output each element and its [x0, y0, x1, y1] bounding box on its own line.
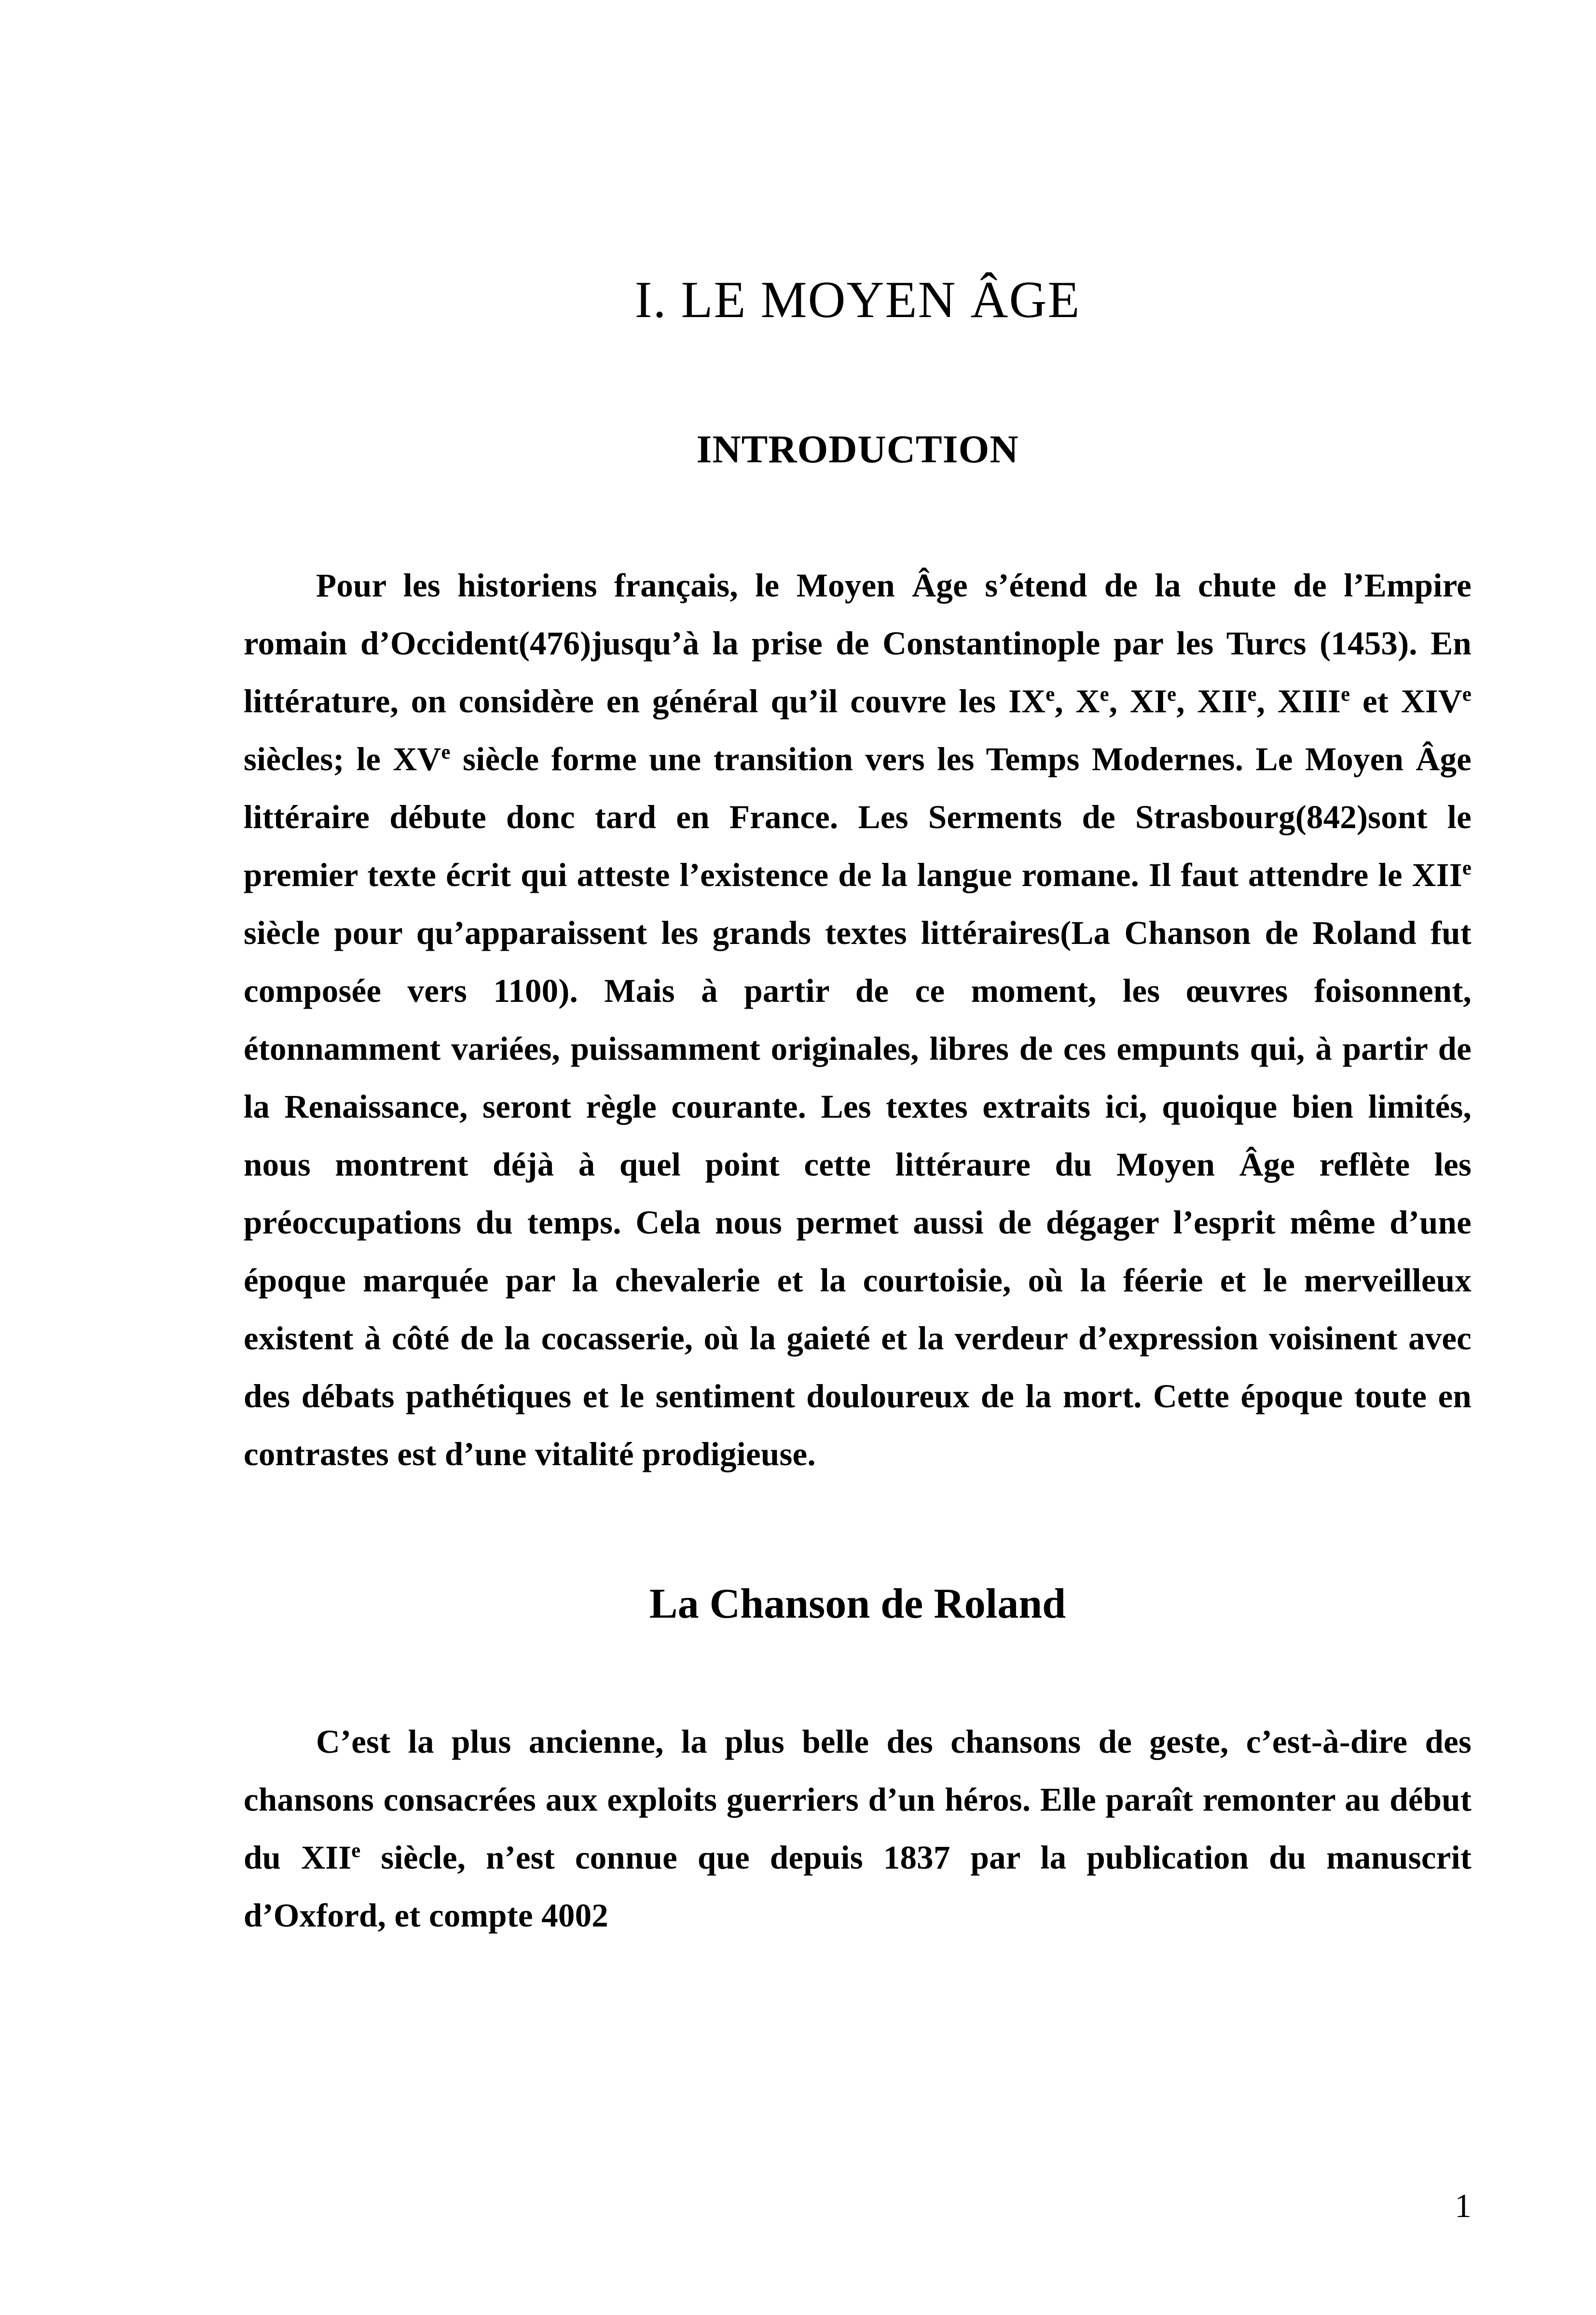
page-content [244, 0, 1472, 1944]
work-title-la-chanson-de-roland: La Chanson de Roland [649, 1580, 1066, 1627]
page-number: 1 [1455, 2188, 1472, 2225]
section-title-introduction: INTRODUCTION [696, 427, 1019, 471]
chapter-title: I. LE MOYEN ÂGE [634, 271, 1081, 329]
introduction-paragraph: Pour les historiens français, le Moyen Âge s’étend de la chute de l’Empire romain d’Occident(476)jusqu’à la prise de Constantinople par les Turcs (1453). En littérature, on considère en général qu’il couvre les IXe, Xe, XIe, XIIe, XIIIe et XIVe siècles; le XVe siècle forme une transition vers les Temps Modernes. Le Moyen Âge littéraire débute donc tard en France. Les Serments de Strasbourg(842)sont le premier texte écrit qui atteste l’existence de la langue romane. Il faut attendre le XIIe siècle pour qu’apparaissent les grands textes littéraires(La Chanson de Roland fut composée vers 1100). Mais à partir de ce moment, les œuvres foisonnent, étonnamment variées, puissamment originales, libres de ces empunts qui, à partir de la Renaissance, seront règle courante. Les textes extraits ici, quoique bien limités, nous montrent déjà à quel point cette littéraure du Moyen Âge reflète les préoccupations du temps. Cela nous permet aussi de dégager l’esprit même d’une époque marquée par la chevalerie et la courtoisie, où la féerie et le merveilleux existent à côté de la cocasserie, où la gaieté et la verdeur d’expression voisinent avec des débats pathétiques et le sentiment douloureux de la mort. Cette époque toute en contrastes est d’une vitalité prodigieuse. [244, 567, 1472, 1472]
roland-paragraph: C’est la plus ancienne, la plus belle des chansons de geste, c’est-à-dire des chansons consacrées aux exploits guerriers d’un héros. Elle paraît remonter au début du XIIe siècle, n’est connue que depuis 1837 par la publication du manuscrit d’Oxford, et compte 4002 [244, 1723, 1472, 1934]
